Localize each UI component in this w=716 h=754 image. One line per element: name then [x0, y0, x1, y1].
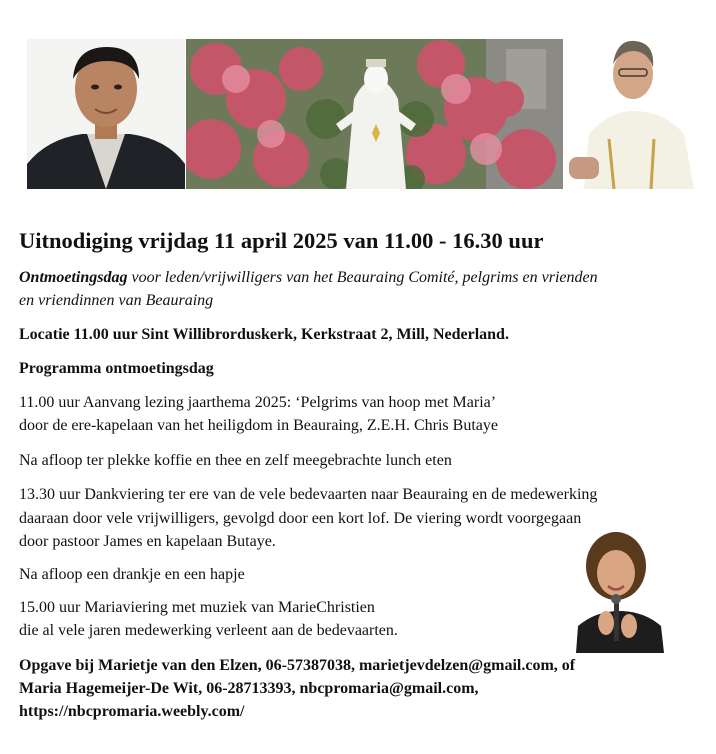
intro-line1: voor leden/vrijwilligers van het Beauraing Comité, pelgrims en vrienden: [127, 269, 598, 286]
mary-statue-photo: [186, 39, 563, 189]
intro-paragraph: [19, 266, 709, 312]
signup-line1: Opgave bij Marietje van den Elzen, 06-57387038, marietjevdelzen@gmail.com, of: [19, 657, 576, 674]
item2-line3: door pastoor James en kapelaan Butaye.: [19, 533, 276, 550]
location-line: Locatie 11.00 uur Sint Willibrorduskerk, Kerkstraat 2, Mill, Nederland.: [19, 326, 509, 343]
item3-line2: die al vele jaren medewerking verleent aan de bedevaarten.: [19, 622, 398, 639]
intro-bold: Ontmoetingsdag: [19, 269, 128, 286]
program-item-lecture: [19, 391, 498, 437]
program-item-mary-celebration: [19, 596, 398, 642]
item3-line1: 15.00 uur Mariaviering met muziek van MarieChristien: [19, 599, 375, 616]
signup-line2: Maria Hagemeijer-De Wit, 06-28713393, nbcpromaria@gmail.com,: [19, 680, 479, 697]
chaplain-portrait-photo: [569, 39, 698, 189]
program-item-lunch: Na afloop ter plekke koffie en thee en zelf meegebrachte lunch eten: [19, 452, 452, 469]
item2-line2: daaraan door vele vrijwilligers, gevolgd door een kort lof. De viering wordt voorgegaan: [19, 509, 582, 527]
signup-info: [19, 654, 709, 723]
item2-line1: 13.30 uur Dankviering ter ere van de vele bedevaarten naar Beauraing en de medewerking: [19, 486, 598, 503]
item1-line1: 11.00 uur Aanvang lezing jaarthema 2025: ‘Pelgrims van hoop met Maria’: [19, 394, 497, 411]
program-item-thanksgiving: [19, 483, 709, 554]
signup-website-link[interactable]: https://nbcpromaria.weebly.com/: [19, 703, 245, 720]
program-heading: Programma ontmoetingsdag: [19, 360, 214, 377]
program-item-drinks: Na afloop een drankje en een hapje: [19, 566, 245, 583]
invitation-title: Uitnodiging vrijdag 11 april 2025 van 11.00 - 16.30 uur: [19, 228, 544, 253]
intro-line2: en vriendinnen van Beauraing: [19, 292, 214, 309]
priest-portrait-photo: [27, 39, 185, 189]
item1-line2: door de ere-kapelaan van het heiligdom in Beauraing, Z.E.H. Chris Butaye: [19, 417, 498, 434]
